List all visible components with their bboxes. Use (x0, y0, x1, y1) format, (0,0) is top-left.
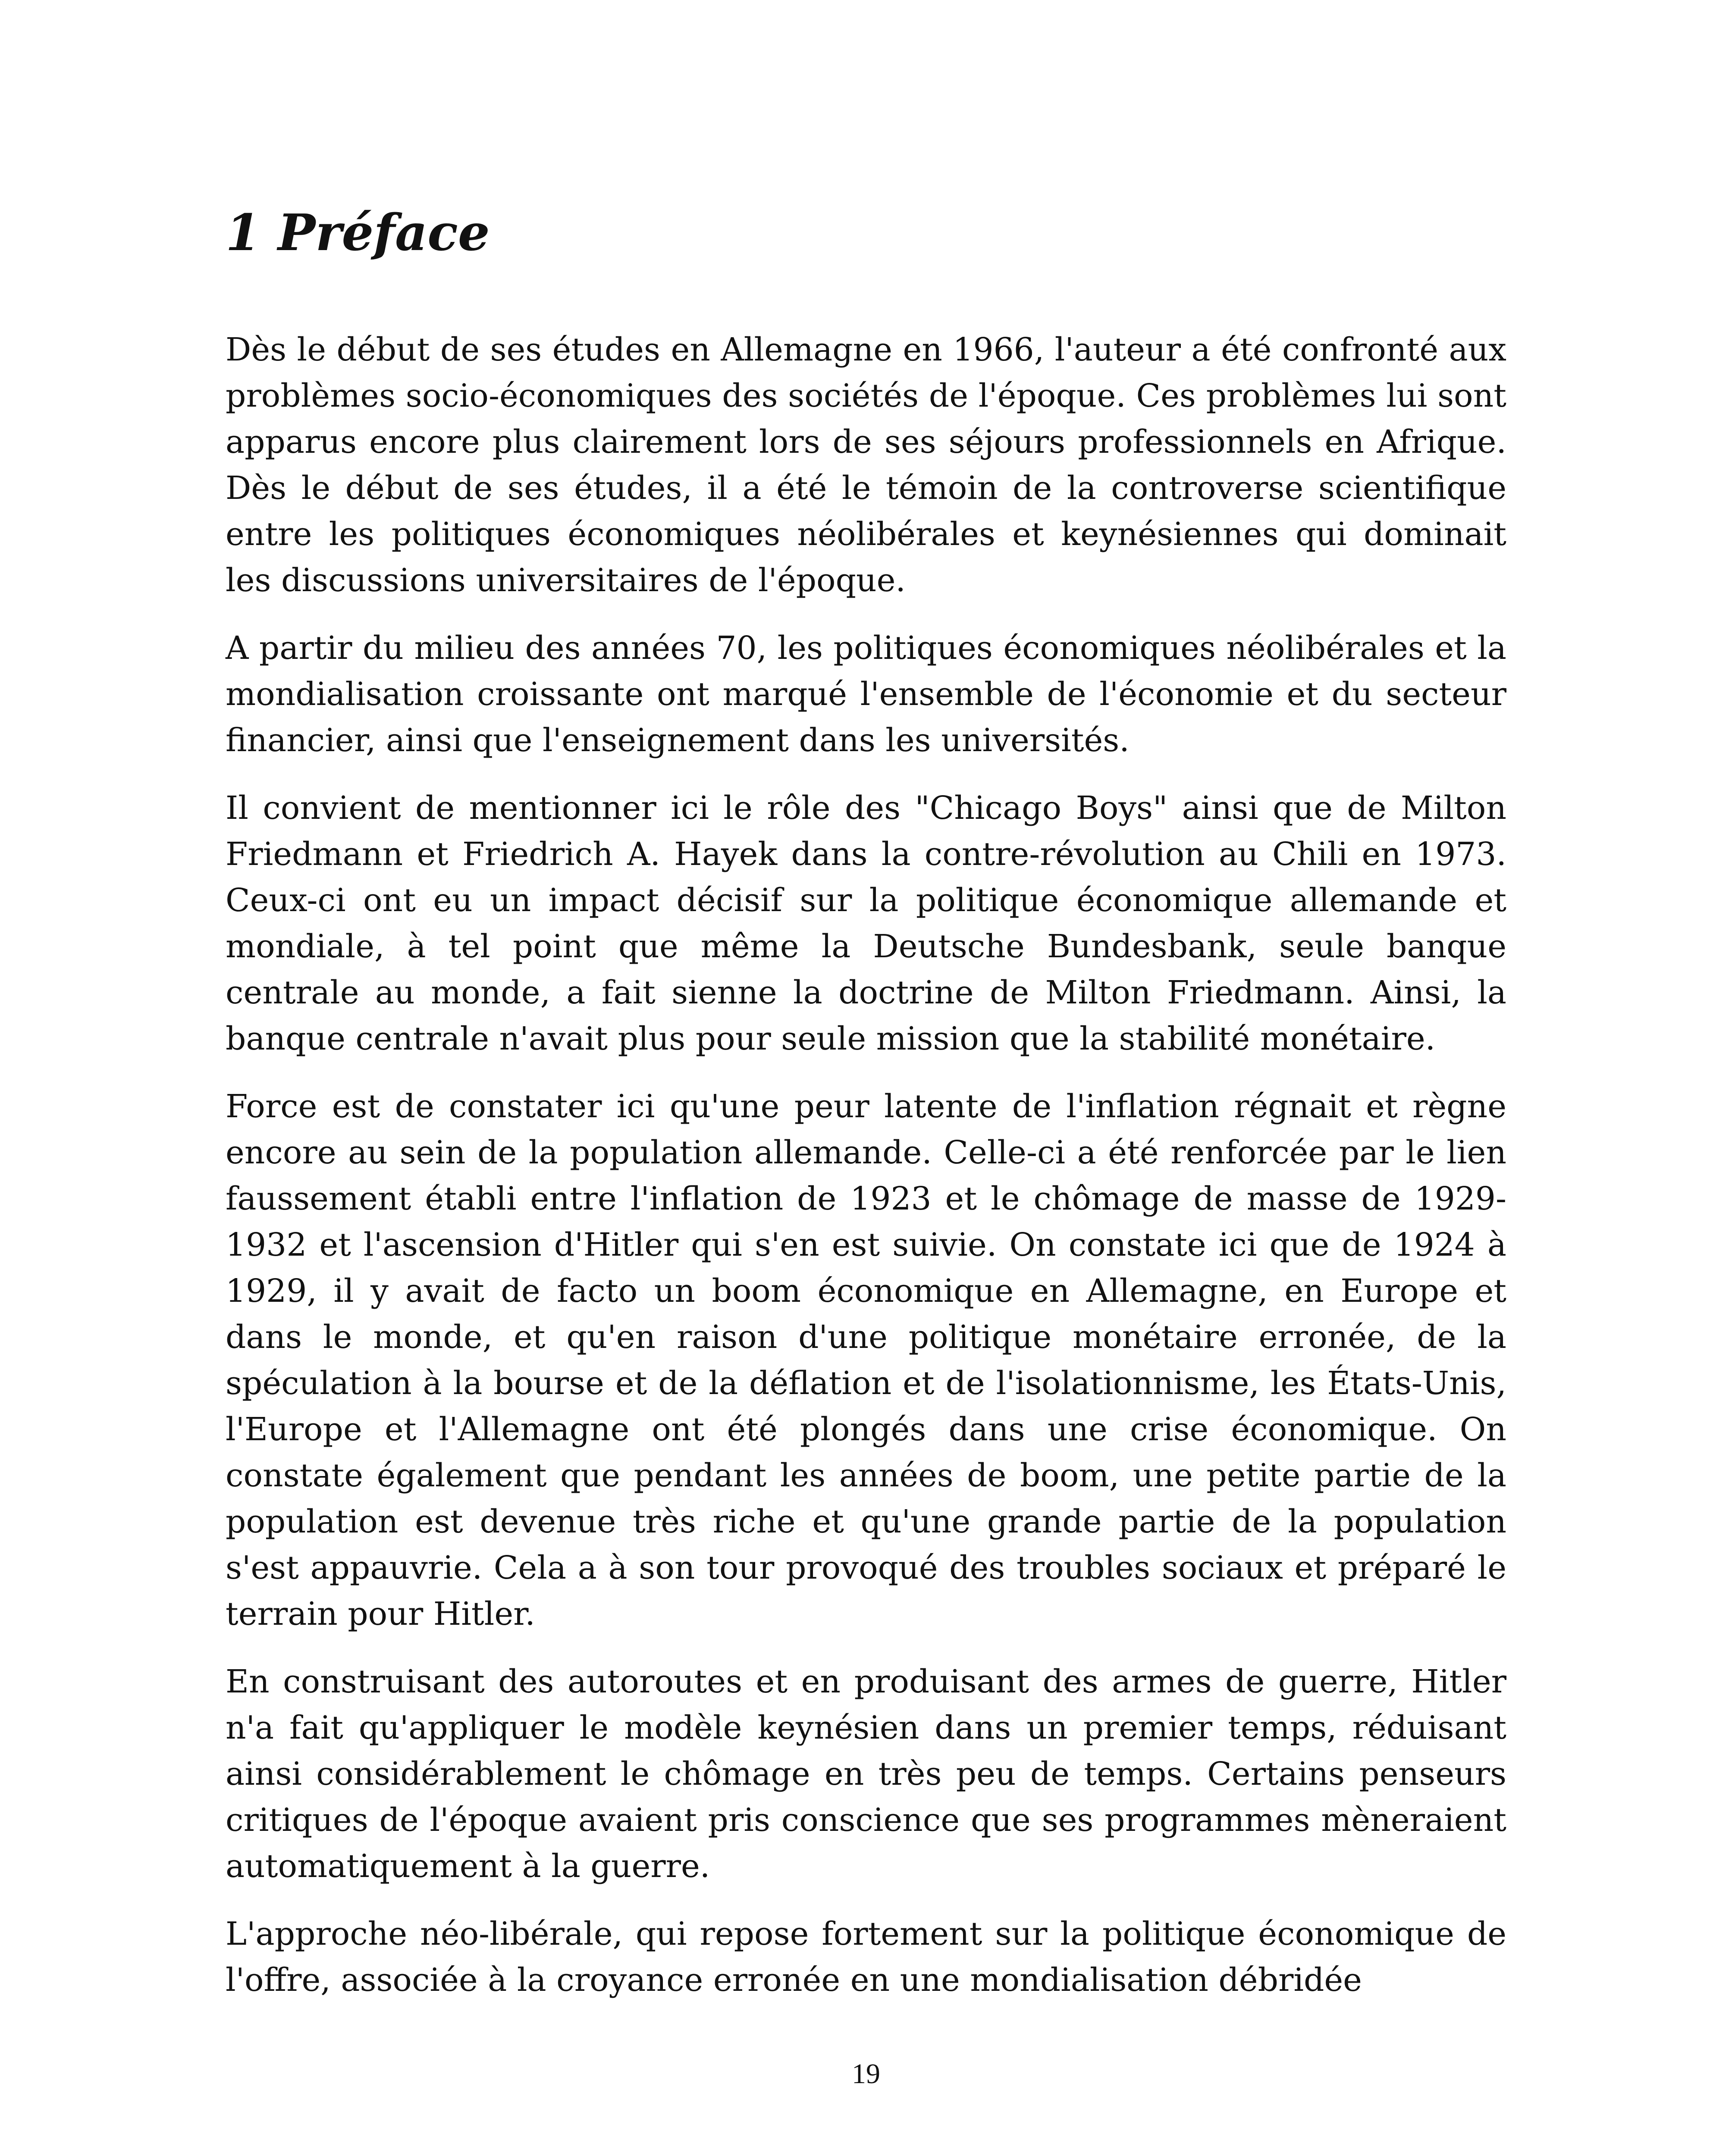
paragraph-1: Dès le début de ses études en Allemagne en 1966, l'auteur a été confronté aux problèmes socio-économiques des sociétés de l'époque. Ces problèmes lui sont apparus encore plus clairement lors de ses séjours professionnels en Afrique. Dès le début de ses études, il a été le témoin de la controverse scientifique entre les politiques économiques néolibérales et keynésiennes qui dominait les discussions universitaires de l'époque. (226, 331, 1506, 599)
paragraph-4: Force est de constater ici qu'une peur latente de l'inflation régnait et règne encore au sein de la population allemande. Celle-ci a été renforcée par le lien faussement établi entre l'inflation de 1923 et le chômage de masse de 1929-1932 et l'ascension d'Hitler qui s'en est suivie. On constate ici que de 1924 à 1929, il y avait de facto un boom économique en Allemagne, en Europe et dans le monde, et qu'en raison d'une politique monétaire erronée, de la spéculation à la bourse et de la déflation et de l'isolationnisme, les États-Unis, l'Europe et l'Allemagne ont été plongés dans une crise économique. On constate également que pendant les années de boom, une petite partie de la population est devenue très riche et qu'une grande partie de la population s'est appauvrie. Cela a à son tour provoqué des troubles sociaux et préparé le terrain pour Hitler. (226, 1088, 1506, 1633)
paragraph-5: En construisant des autoroutes et en produisant des armes de guerre, Hitler n'a fait qu'appliquer le modèle keynésien dans un premier temps, réduisant ainsi considérablement le chômage en très peu de temps. Certains penseurs critiques de l'époque avaient pris conscience que ses programmes mèneraient automatiquement à la guerre. (226, 1663, 1506, 1885)
body-text (226, 327, 1506, 2025)
chapter-title: 1 Préface (226, 204, 490, 262)
paragraph-2: A partir du milieu des années 70, les politiques économiques néolibérales et la mondialisation croissante ont marqué l'ensemble de l'économie et du secteur financier, ainsi que l'enseignement dans les universités. (226, 630, 1506, 759)
paragraph-6: L'approche néo-libérale, qui repose fortement sur la politique économique de l'offre, associée à la croyance erronée en une mondialisation débridée (226, 1915, 1506, 1999)
page-number: 19 (852, 2058, 880, 2090)
paragraph-3: Il convient de mentionner ici le rôle des "Chicago Boys" ainsi que de Milton Friedmann et Friedrich A. Hayek dans la contre-révolution au Chili en 1973. Ceux-ci ont eu un impact décisif sur la politique économique allemande et mondiale, à tel point que même la Deutsche Bundesbank, seule banque centrale au monde, a fait sienne la doctrine de Milton Friedmann. Ainsi, la banque centrale n'avait plus pour seule mission que la stabilité monétaire. (226, 790, 1506, 1057)
